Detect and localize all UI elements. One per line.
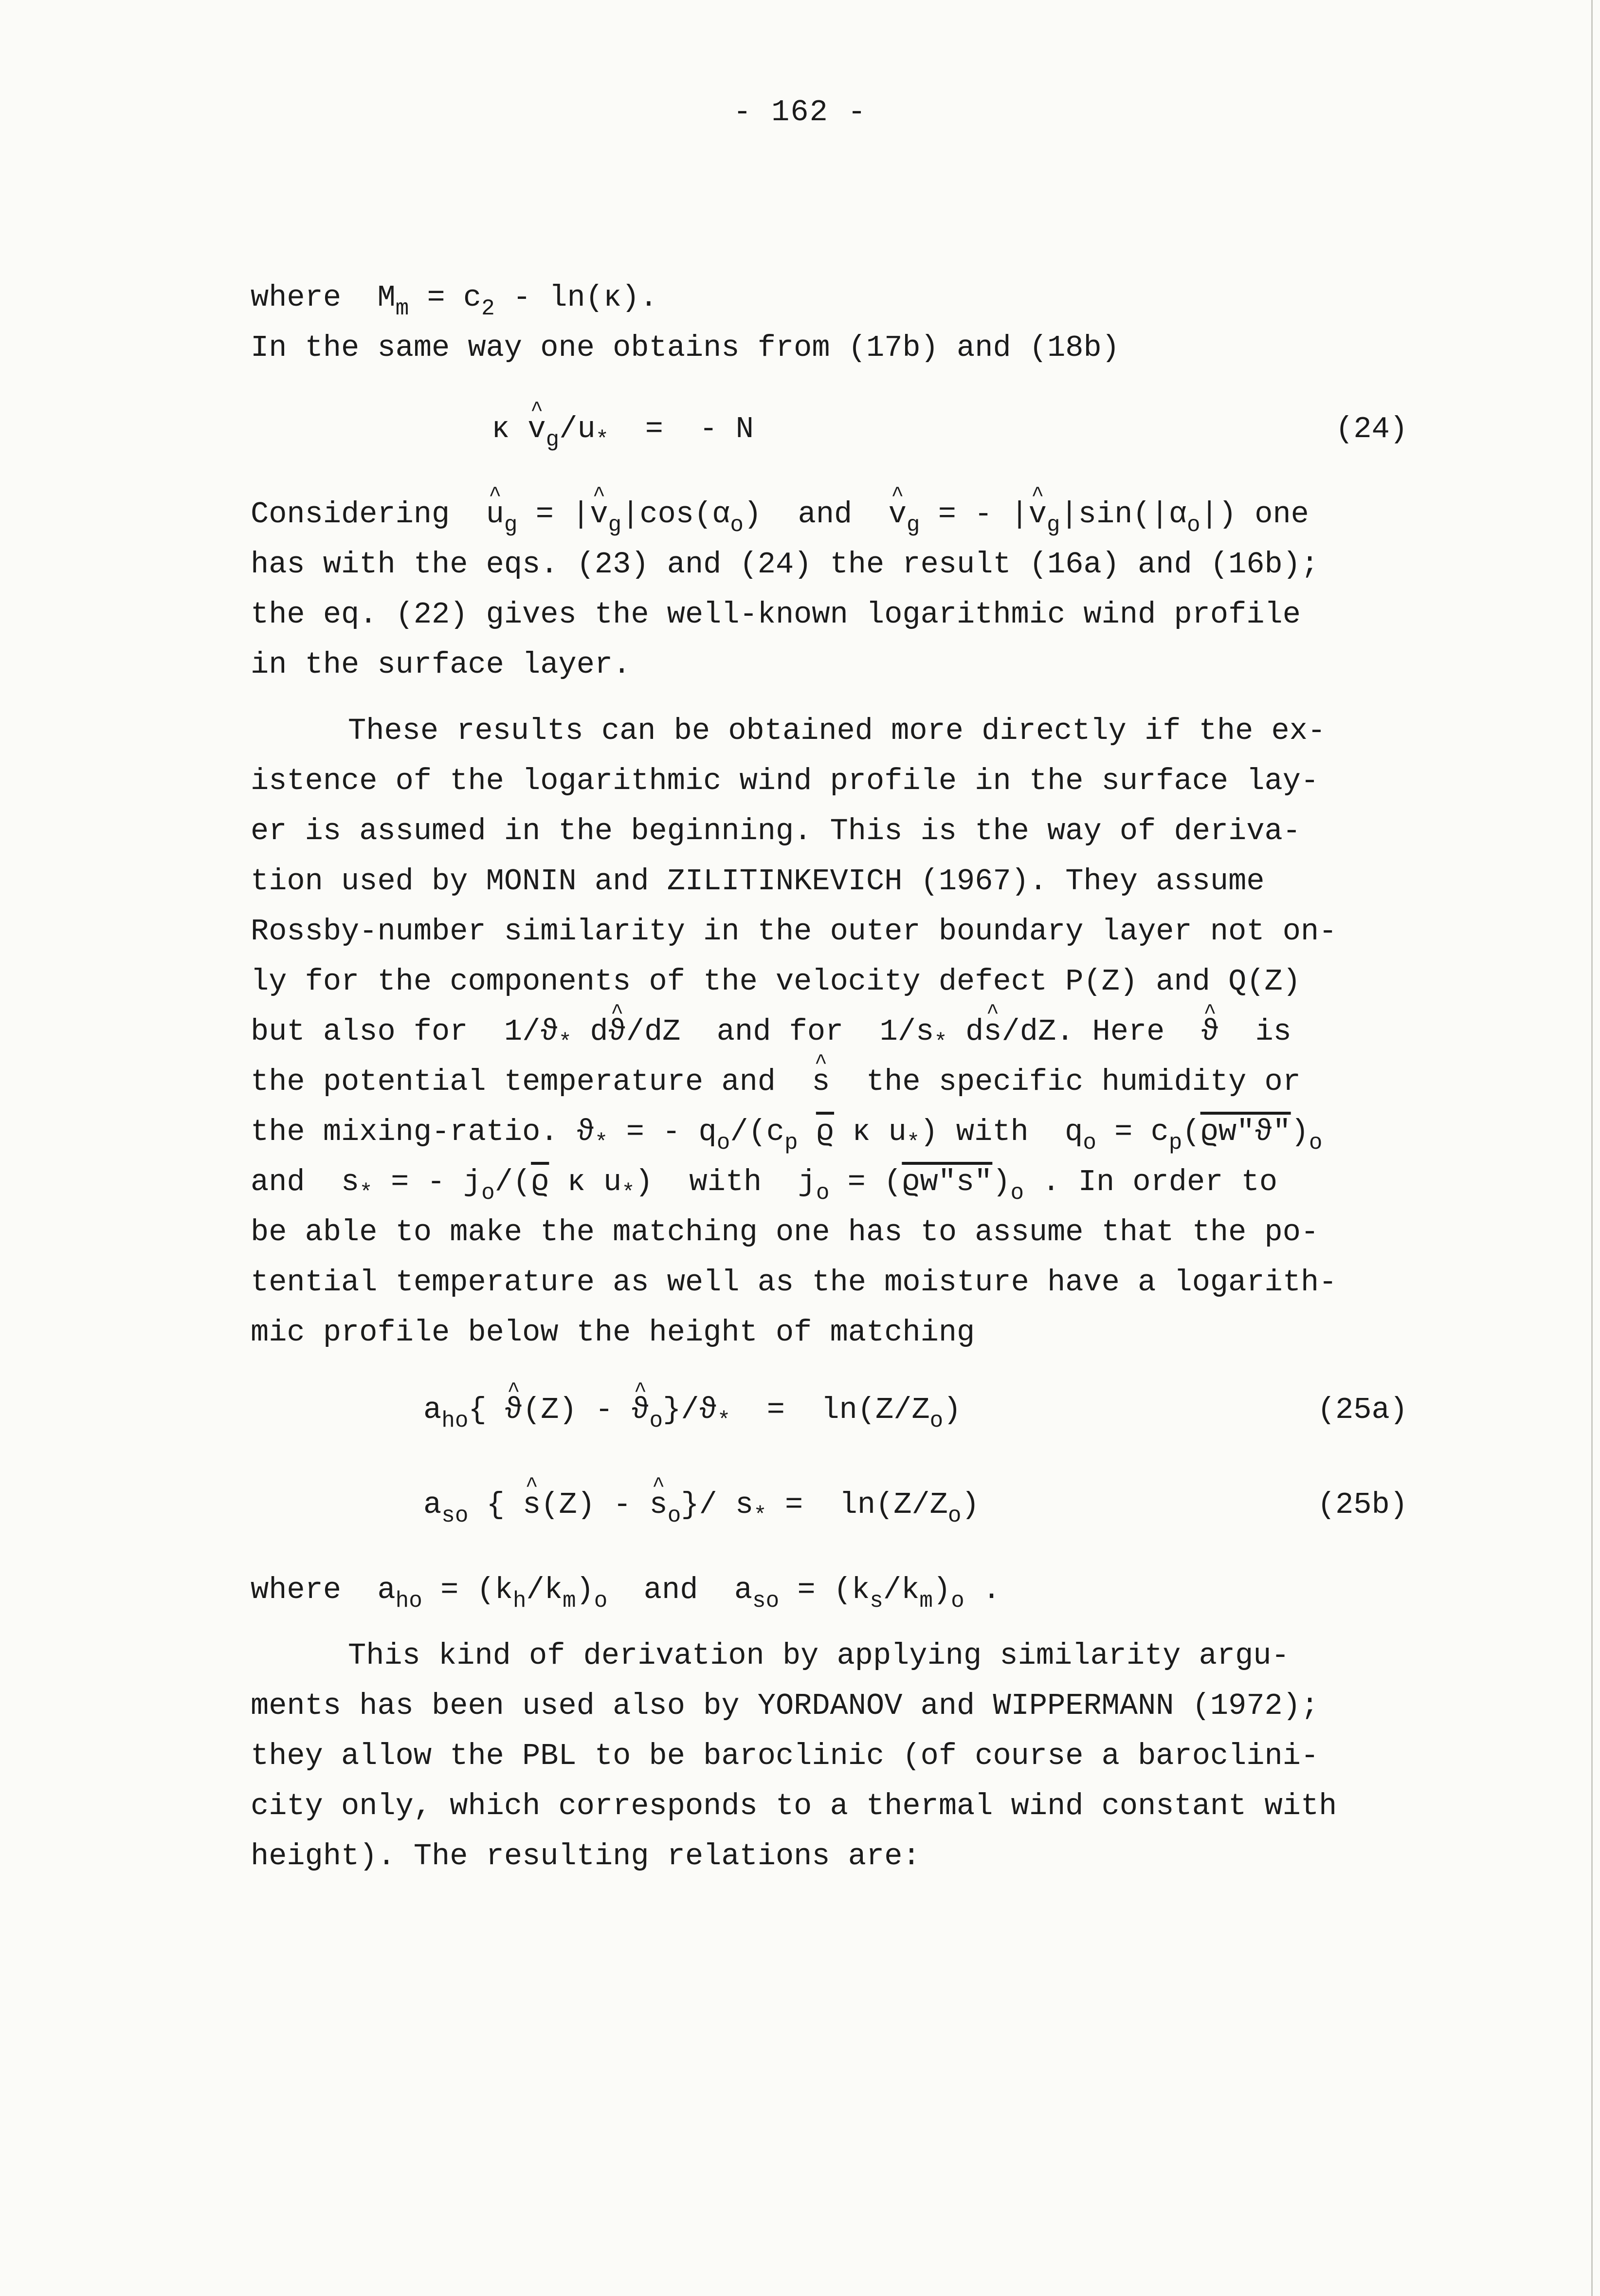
text-line: where $a_{ho} = (k_h/k_m)_o$ and $a_{so} = (k_s/k_m)_o$ . [251,1573,1001,1614]
text-line: istence of the logarithmic wind profile in the surface lay- [251,764,1319,798]
where-line [251,1565,1433,1615]
equation-24: κ ^ $v_g/u_*$ = - N [491,404,754,454]
text-line: where $M_m = c_2 - \ln(\kappa)$. [251,280,658,321]
equation-25a: $a_{ho}${ ^ ϑ(Z) - ^ $ϑ_o\}/ϑ_* = \ln(Z/Z_o)$ [423,1385,962,1435]
page-edge-line [1591,0,1593,2296]
text-line: height). The resulting relations are: [251,1839,921,1874]
text-line: ments has been used also by YORDANOV and WIPPERMANN (1972); [251,1689,1319,1723]
text-line: be able to make the matching one has to assume that the po- [251,1215,1319,1249]
text-line: in the surface layer. [251,647,631,682]
text-line: Rossby-number similarity in the outer boundary layer not on- [251,914,1337,949]
text-line: mic profile below the height of matching [251,1315,975,1350]
equation-label-25a: (25a) [1317,1393,1408,1427]
text-line: er is assumed in the beginning. This is the way of deriva- [251,814,1301,848]
text-line: These results can be obtained more directly if the ex- [348,714,1326,748]
equation-label-24: (24) [1335,412,1408,446]
paragraph-3 [251,1631,1433,1881]
text-line: Considering ^ $u_g$ = |^ $v_g|\cos(\alpha_o)$ and ^ $v_g$ = - |^ $v_g|\sin(|\alpha_o|)$ one [251,489,1433,539]
page-number: - 162 - [733,95,867,129]
text-line: and $s_*$ = - $j_o/(\overline{ϱ}$ κ $u_*$) with $j_o$ = $(ϱw"s")_o$ . In order to [251,1165,1278,1206]
text-line: ly for the components of the velocity defect P(Z) and Q(Z) [251,964,1301,999]
text-line: the eq. (22) gives the well-known logarithmic wind profile [251,597,1301,632]
text-line: the potential temperature and ^ s the specific humidity or [251,1057,1433,1107]
text-line: In the same way one obtains from (17b) and (18b) [251,331,1120,365]
paragraph-2 [251,706,1433,1358]
text-line: tion used by MONIN and ZILITINKEVICH (1967). They assume [251,864,1265,899]
text-line: This kind of derivation by applying similarity argu- [348,1638,1290,1673]
text-block-top [251,273,1433,373]
equation-25b: $a_{so}$ { ^ s(Z) - ^ $s_o\}/$ $s_* = \ln(Z/Z_o)$ [423,1480,980,1530]
paragraph-1 [251,489,1433,690]
text-line: tential temperature as well as the moisture have a logarith- [251,1265,1337,1300]
text-line: has with the eqs. (23) and (24) the result (16a) and (16b); [251,547,1319,582]
equation-label-25b: (25b) [1317,1488,1408,1522]
text-line: they allow the PBL to be baroclinic (of course a baroclini- [251,1739,1319,1773]
text-line: the mixing-ratio. $ϑ_*$ = - $q_o/(c_p$ $\overline{ϱ}$ κ $u_*$) with $q_o$ = $c_p(ϱw"ϑ")_o$ [251,1115,1323,1156]
text-line: city only, which corresponds to a thermal wind constant with [251,1789,1337,1823]
text-line: but also for $1/ϑ_*$ d^ ϑ/dZ and for $1/s_*$ d^ s/dZ. Here ^ ϑ is [251,1007,1433,1057]
